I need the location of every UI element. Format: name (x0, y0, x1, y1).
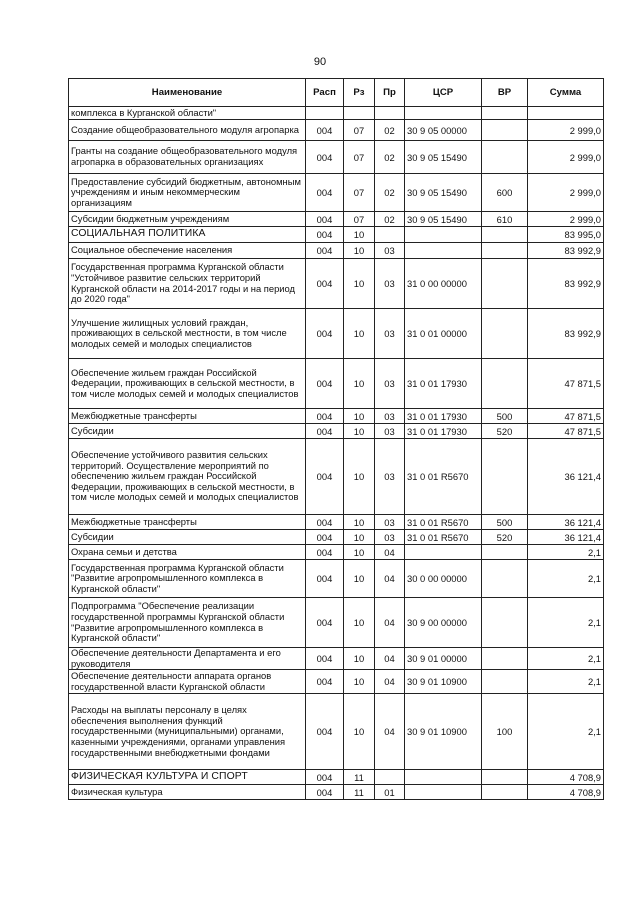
table-row (69, 424, 604, 439)
cell-pr: 03 (375, 309, 405, 359)
column-header-name: Наименование (69, 79, 306, 107)
cell-rz: 10 (344, 560, 375, 598)
cell-csr: 31 0 01 R5670 (405, 530, 482, 545)
cell-vr: 610 (482, 212, 528, 227)
cell-sum: 47 871,5 (528, 359, 604, 409)
cell-sum: 2,1 (528, 694, 604, 770)
cell-rz: 11 (344, 770, 375, 785)
table-row (69, 107, 604, 120)
cell-pr: 04 (375, 648, 405, 670)
table-row (69, 141, 604, 174)
cell-rasp: 004 (306, 598, 344, 648)
cell-csr: 31 0 01 17930 (405, 424, 482, 439)
cell-sum: 4 708,9 (528, 785, 604, 800)
cell-rasp: 004 (306, 785, 344, 800)
cell-vr (482, 359, 528, 409)
cell-name: ФИЗИЧЕСКАЯ КУЛЬТУРА И СПОРТ (69, 770, 306, 785)
table-row (69, 515, 604, 530)
cell-sum: 4 708,9 (528, 770, 604, 785)
cell-rasp: 004 (306, 309, 344, 359)
cell-rz: 10 (344, 515, 375, 530)
cell-name: Расходы на выплаты персоналу в целях обеспечения выполнения функций государственными (муниципальными) органами, казенными учреждениями, органами управления государственными внебюджетными фондами (69, 694, 306, 770)
table-row (69, 212, 604, 227)
table-row (69, 409, 604, 424)
cell-pr (375, 107, 405, 120)
cell-name: СОЦИАЛЬНАЯ ПОЛИТИКА (69, 227, 306, 243)
cell-name: Обеспечение деятельности аппарата органов государственной власти Курганской области (69, 670, 306, 694)
cell-csr (405, 770, 482, 785)
cell-pr: 04 (375, 545, 405, 560)
table-row (69, 545, 604, 560)
cell-vr (482, 648, 528, 670)
column-header-rz: Рз (344, 79, 375, 107)
cell-csr (405, 785, 482, 800)
cell-name: Создание общеобразовательного модуля агропарка (69, 120, 306, 141)
cell-csr (405, 107, 482, 120)
cell-csr (405, 545, 482, 560)
cell-vr (482, 259, 528, 309)
cell-rz: 07 (344, 212, 375, 227)
cell-name: Субсидии (69, 424, 306, 439)
cell-name: Межбюджетные трансферты (69, 515, 306, 530)
cell-pr: 04 (375, 670, 405, 694)
cell-csr: 31 0 01 00000 (405, 309, 482, 359)
cell-rz: 07 (344, 120, 375, 141)
cell-rasp (306, 107, 344, 120)
cell-name: Обеспечение деятельности Департамента и его руководителя (69, 648, 306, 670)
cell-pr (375, 227, 405, 243)
cell-name: Охрана семьи и детства (69, 545, 306, 560)
cell-vr (482, 120, 528, 141)
cell-rz: 10 (344, 259, 375, 309)
cell-rz: 10 (344, 545, 375, 560)
cell-rasp: 004 (306, 670, 344, 694)
cell-vr (482, 545, 528, 560)
table-row (69, 259, 604, 309)
cell-name: Государственная программа Курганской области "Устойчивое развитие сельских территорий Курганской области на 2014-2017 годы и на период до 2020 года" (69, 259, 306, 309)
cell-csr (405, 227, 482, 243)
cell-pr: 03 (375, 439, 405, 515)
cell-name: Гранты на создание общеобразовательного модуля агропарка в образовательных организациях (69, 141, 306, 174)
table-row (69, 359, 604, 409)
cell-pr: 02 (375, 174, 405, 212)
cell-pr: 03 (375, 515, 405, 530)
cell-rz: 10 (344, 530, 375, 545)
cell-rasp: 004 (306, 515, 344, 530)
cell-csr: 31 0 01 R5670 (405, 515, 482, 530)
table-row (69, 770, 604, 785)
cell-sum: 83 992,9 (528, 243, 604, 259)
page-number: 90 (313, 56, 327, 68)
column-header-vr: ВР (482, 79, 528, 107)
table-row (69, 243, 604, 259)
cell-rasp: 004 (306, 227, 344, 243)
table-row (69, 174, 604, 212)
cell-name: Субсидии (69, 530, 306, 545)
cell-csr: 30 9 05 15490 (405, 141, 482, 174)
cell-csr: 31 0 01 R5670 (405, 439, 482, 515)
cell-rz: 10 (344, 359, 375, 409)
cell-rasp: 004 (306, 359, 344, 409)
cell-rz: 11 (344, 785, 375, 800)
cell-vr (482, 670, 528, 694)
cell-rz: 10 (344, 227, 375, 243)
cell-name: Обеспечение устойчивого развития сельских территорий. Осуществление мероприятий по обеспечению жильем граждан Российской Федерации, проживающих в сельской местности, в том числе молодых семей и молодых специалистов (69, 439, 306, 515)
table-row (69, 785, 604, 800)
cell-vr: 520 (482, 424, 528, 439)
cell-csr: 31 0 01 17930 (405, 409, 482, 424)
table-header-row (69, 79, 604, 107)
cell-pr: 03 (375, 530, 405, 545)
cell-rz: 10 (344, 409, 375, 424)
cell-vr: 500 (482, 409, 528, 424)
cell-name: Подпрограмма "Обеспечение реализации государственной программы Курганской области "Развитие агропромышленного комплекса в Курганской области" (69, 598, 306, 648)
cell-name: Межбюджетные трансферты (69, 409, 306, 424)
cell-rasp: 004 (306, 770, 344, 785)
cell-csr: 30 9 05 00000 (405, 120, 482, 141)
cell-rasp: 004 (306, 141, 344, 174)
column-header-sum: Сумма (528, 79, 604, 107)
cell-vr (482, 107, 528, 120)
cell-sum: 2 999,0 (528, 141, 604, 174)
table-row (69, 648, 604, 670)
cell-csr (405, 243, 482, 259)
cell-sum: 36 121,4 (528, 515, 604, 530)
cell-csr: 30 9 05 15490 (405, 212, 482, 227)
cell-pr: 01 (375, 785, 405, 800)
cell-rz: 07 (344, 141, 375, 174)
table-row (69, 309, 604, 359)
cell-csr: 30 0 00 00000 (405, 560, 482, 598)
cell-name: Обеспечение жильем граждан Российской Федерации, проживающих в сельской местности, в том числе молодых семей и молодых специалистов (69, 359, 306, 409)
cell-vr: 600 (482, 174, 528, 212)
cell-pr: 02 (375, 141, 405, 174)
cell-pr: 03 (375, 424, 405, 439)
cell-rz: 07 (344, 174, 375, 212)
cell-rz: 10 (344, 243, 375, 259)
cell-pr: 04 (375, 560, 405, 598)
cell-csr: 30 9 00 00000 (405, 598, 482, 648)
cell-vr (482, 227, 528, 243)
cell-rz: 10 (344, 648, 375, 670)
cell-rasp: 004 (306, 120, 344, 141)
cell-pr: 04 (375, 694, 405, 770)
column-header-csr: ЦСР (405, 79, 482, 107)
cell-vr (482, 598, 528, 648)
cell-pr: 03 (375, 359, 405, 409)
cell-vr (482, 560, 528, 598)
cell-sum: 47 871,5 (528, 409, 604, 424)
table-row (69, 227, 604, 243)
cell-pr: 02 (375, 120, 405, 141)
cell-vr (482, 439, 528, 515)
cell-sum (528, 107, 604, 120)
cell-vr (482, 141, 528, 174)
cell-pr: 03 (375, 259, 405, 309)
cell-name: Физическая культура (69, 785, 306, 800)
cell-name: комплекса в Курганской области" (69, 107, 306, 120)
table-row (69, 670, 604, 694)
cell-vr (482, 243, 528, 259)
table-row (69, 439, 604, 515)
cell-pr: 03 (375, 409, 405, 424)
cell-csr: 30 9 01 10900 (405, 670, 482, 694)
cell-pr: 03 (375, 243, 405, 259)
cell-sum: 2,1 (528, 545, 604, 560)
cell-vr (482, 770, 528, 785)
cell-name: Предоставление субсидий бюджетным, автономным учреждениям и иным некоммерческим организациям (69, 174, 306, 212)
cell-rz: 10 (344, 424, 375, 439)
cell-rz: 10 (344, 309, 375, 359)
cell-csr: 31 0 01 17930 (405, 359, 482, 409)
cell-csr: 30 9 01 00000 (405, 648, 482, 670)
cell-rasp: 004 (306, 530, 344, 545)
cell-rasp: 004 (306, 243, 344, 259)
cell-sum: 83 992,9 (528, 259, 604, 309)
cell-rasp: 004 (306, 694, 344, 770)
cell-vr: 100 (482, 694, 528, 770)
table-row (69, 598, 604, 648)
cell-sum: 36 121,4 (528, 439, 604, 515)
cell-sum: 2,1 (528, 598, 604, 648)
cell-vr: 500 (482, 515, 528, 530)
cell-name: Социальное обеспечение населения (69, 243, 306, 259)
cell-pr: 04 (375, 598, 405, 648)
table-row (69, 694, 604, 770)
cell-sum: 2 999,0 (528, 120, 604, 141)
cell-rasp: 004 (306, 648, 344, 670)
cell-csr: 30 9 05 15490 (405, 174, 482, 212)
cell-vr (482, 785, 528, 800)
cell-vr: 520 (482, 530, 528, 545)
cell-sum: 2,1 (528, 560, 604, 598)
cell-rasp: 004 (306, 545, 344, 560)
table-row (69, 530, 604, 545)
cell-rasp: 004 (306, 409, 344, 424)
cell-sum: 47 871,5 (528, 424, 604, 439)
cell-csr: 30 9 01 10900 (405, 694, 482, 770)
cell-sum: 2,1 (528, 648, 604, 670)
cell-rasp: 004 (306, 439, 344, 515)
column-header-rasp: Расп (306, 79, 344, 107)
cell-vr (482, 309, 528, 359)
cell-rz: 10 (344, 439, 375, 515)
cell-rz: 10 (344, 694, 375, 770)
cell-name: Улучшение жилищных условий граждан, проживающих в сельской местности, в том числе молодых семей и молодых специалистов (69, 309, 306, 359)
cell-csr: 31 0 00 00000 (405, 259, 482, 309)
budget-table (68, 78, 604, 800)
table-row (69, 120, 604, 141)
cell-rz: 10 (344, 598, 375, 648)
cell-sum: 2 999,0 (528, 212, 604, 227)
cell-sum: 2 999,0 (528, 174, 604, 212)
cell-rasp: 004 (306, 424, 344, 439)
cell-name: Субсидии бюджетным учреждениям (69, 212, 306, 227)
cell-rasp: 004 (306, 174, 344, 212)
cell-pr (375, 770, 405, 785)
cell-sum: 83 995,0 (528, 227, 604, 243)
cell-sum: 36 121,4 (528, 530, 604, 545)
cell-sum: 83 992,9 (528, 309, 604, 359)
cell-pr: 02 (375, 212, 405, 227)
cell-rasp: 004 (306, 212, 344, 227)
table-row (69, 560, 604, 598)
cell-rasp: 004 (306, 259, 344, 309)
cell-rz (344, 107, 375, 120)
cell-name: Государственная программа Курганской области "Развитие агропромышленного комплекса в Курганской области" (69, 560, 306, 598)
cell-rasp: 004 (306, 560, 344, 598)
cell-rz: 10 (344, 670, 375, 694)
cell-sum: 2,1 (528, 670, 604, 694)
column-header-pr: Пр (375, 79, 405, 107)
